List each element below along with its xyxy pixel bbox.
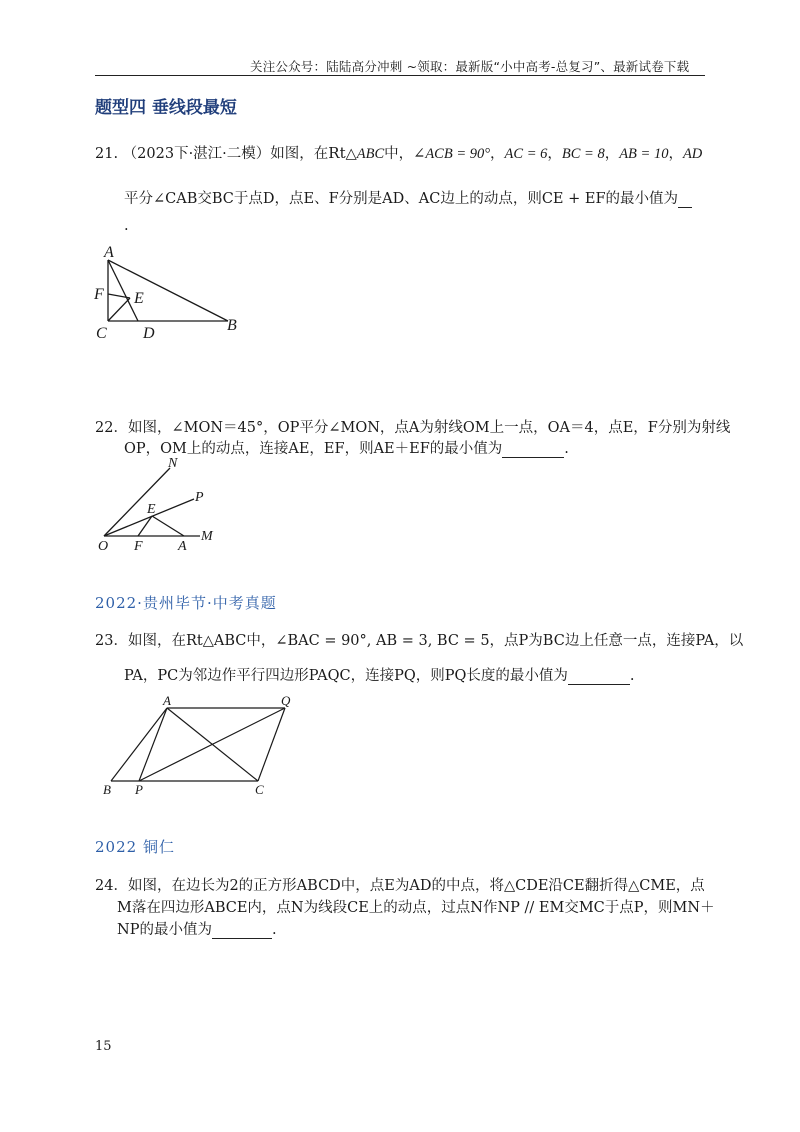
q21-line2-text: 平分∠CAB交BC于点D，点E、F分别是AD、AC边上的动点，则CE + EF的最小值为 [124,191,679,207]
q21-source: （2023下·湛江·二模）如图，在 [122,146,329,162]
q21-line2 [124,187,692,208]
q23-line1: 23．如图，在Rt△ABC中，∠BAC = 90°, AB = 3, BC = 5，点P为BC边上任意一点，连接PA，以 [95,633,744,649]
q24-period: . [271,922,277,938]
page-header: 关注公众号：陆陆高分冲刺 ~领取：最新版“小中高考-总复习”、最新试卷下载 [250,59,690,74]
q21-line1 [95,142,702,163]
q21-cond-bc: BC = 8 [561,146,605,162]
q22-label-e: E [147,502,156,517]
q21-edge-ab [108,260,228,321]
answer-blank [212,922,272,939]
q21-cond-ac: AC = 6 [504,146,548,162]
q21-label-a: A [104,244,114,261]
q24-line3-text: NP的最小值为 [117,922,212,938]
q21-label-d: D [143,325,155,342]
q21-sep: ， [604,146,620,162]
q21-label-f: F [94,286,104,303]
q22-line2-text: OP，OM上的动点，连接AE，EF，则AE＋EF的最小值为 [124,441,503,457]
q22-ray-on [104,468,170,536]
q22-period: . [564,441,569,457]
q23-label-b: B [103,782,111,797]
q21-period: . [124,218,129,234]
q21-label-c: C [96,325,107,342]
q22-label-p: P [195,490,204,505]
q21-label-e: E [134,290,144,307]
q21-cond-ab: AB = 10 [619,146,669,162]
q23-label-q: Q [281,693,291,708]
q23-figure [95,692,320,802]
answer-blank [568,668,630,685]
q22-segment-ea [152,516,184,536]
q23-edge-ab [111,708,167,781]
header-rule [95,75,705,76]
answer-blank [502,441,564,458]
answer-blank [678,191,692,208]
q21-sep: ， [547,146,562,162]
q21-number: 21. [95,146,119,162]
q23-segment-pq [139,708,285,781]
q22-figure [90,452,230,557]
q23-period: . [629,668,635,684]
q23-segment-ap [139,708,167,781]
q23-label-c: C [255,782,264,797]
q24-line3 [117,918,277,939]
q22-label-f: F [134,539,143,554]
q21-sep: ， [668,146,683,162]
q21-cond-angle: ∠ACB = 90° [413,146,491,162]
q22-label-o: O [98,539,109,554]
q23-line2 [124,664,635,685]
q24-line1: 24．如图，在边长为2的正方形ABCD中，点E为AD的中点，将△CDE沿CE翻折得△CME，点 [95,878,705,894]
q22-line1: 22．如图，∠MON＝45°，OP平分∠MON，点A为射线OM上一点，OA＝4，点E，F分别为射线 [95,420,731,436]
q21-triangle: △ABC [345,146,385,162]
q21-zhong: 中， [384,146,414,162]
q24-line2: M落在四边形ABCE内，点N为线段CE上的动点，过点N作NP // EM交MC于点P，则MN＋ [117,900,715,916]
source-tag-bijie: 2022·贵州毕节·中考真题 [95,594,277,612]
q21-sep: ， [490,146,505,162]
q23-label-p: P [135,782,143,797]
source-tag-tongren: 2022 铜仁 [95,838,175,856]
q22-label-a: A [178,539,187,554]
q21-label-b: B [227,317,237,334]
q22-label-m: M [201,529,213,544]
q21-segment-ce [108,298,130,321]
q21-ad: AD [682,146,703,162]
page-number: 15 [95,1039,112,1054]
q21-figure [90,240,260,345]
q21-rt: Rt [328,144,346,162]
section-title: 题型四 垂线段最短 [95,98,237,118]
q23-line2-text: PA，PC为邻边作平行四边形PAQC，连接PQ，则PQ长度的最小值为 [124,668,568,684]
q23-label-a: A [163,693,171,708]
q22-label-n: N [168,456,178,471]
q21-segment-fe [108,294,130,298]
